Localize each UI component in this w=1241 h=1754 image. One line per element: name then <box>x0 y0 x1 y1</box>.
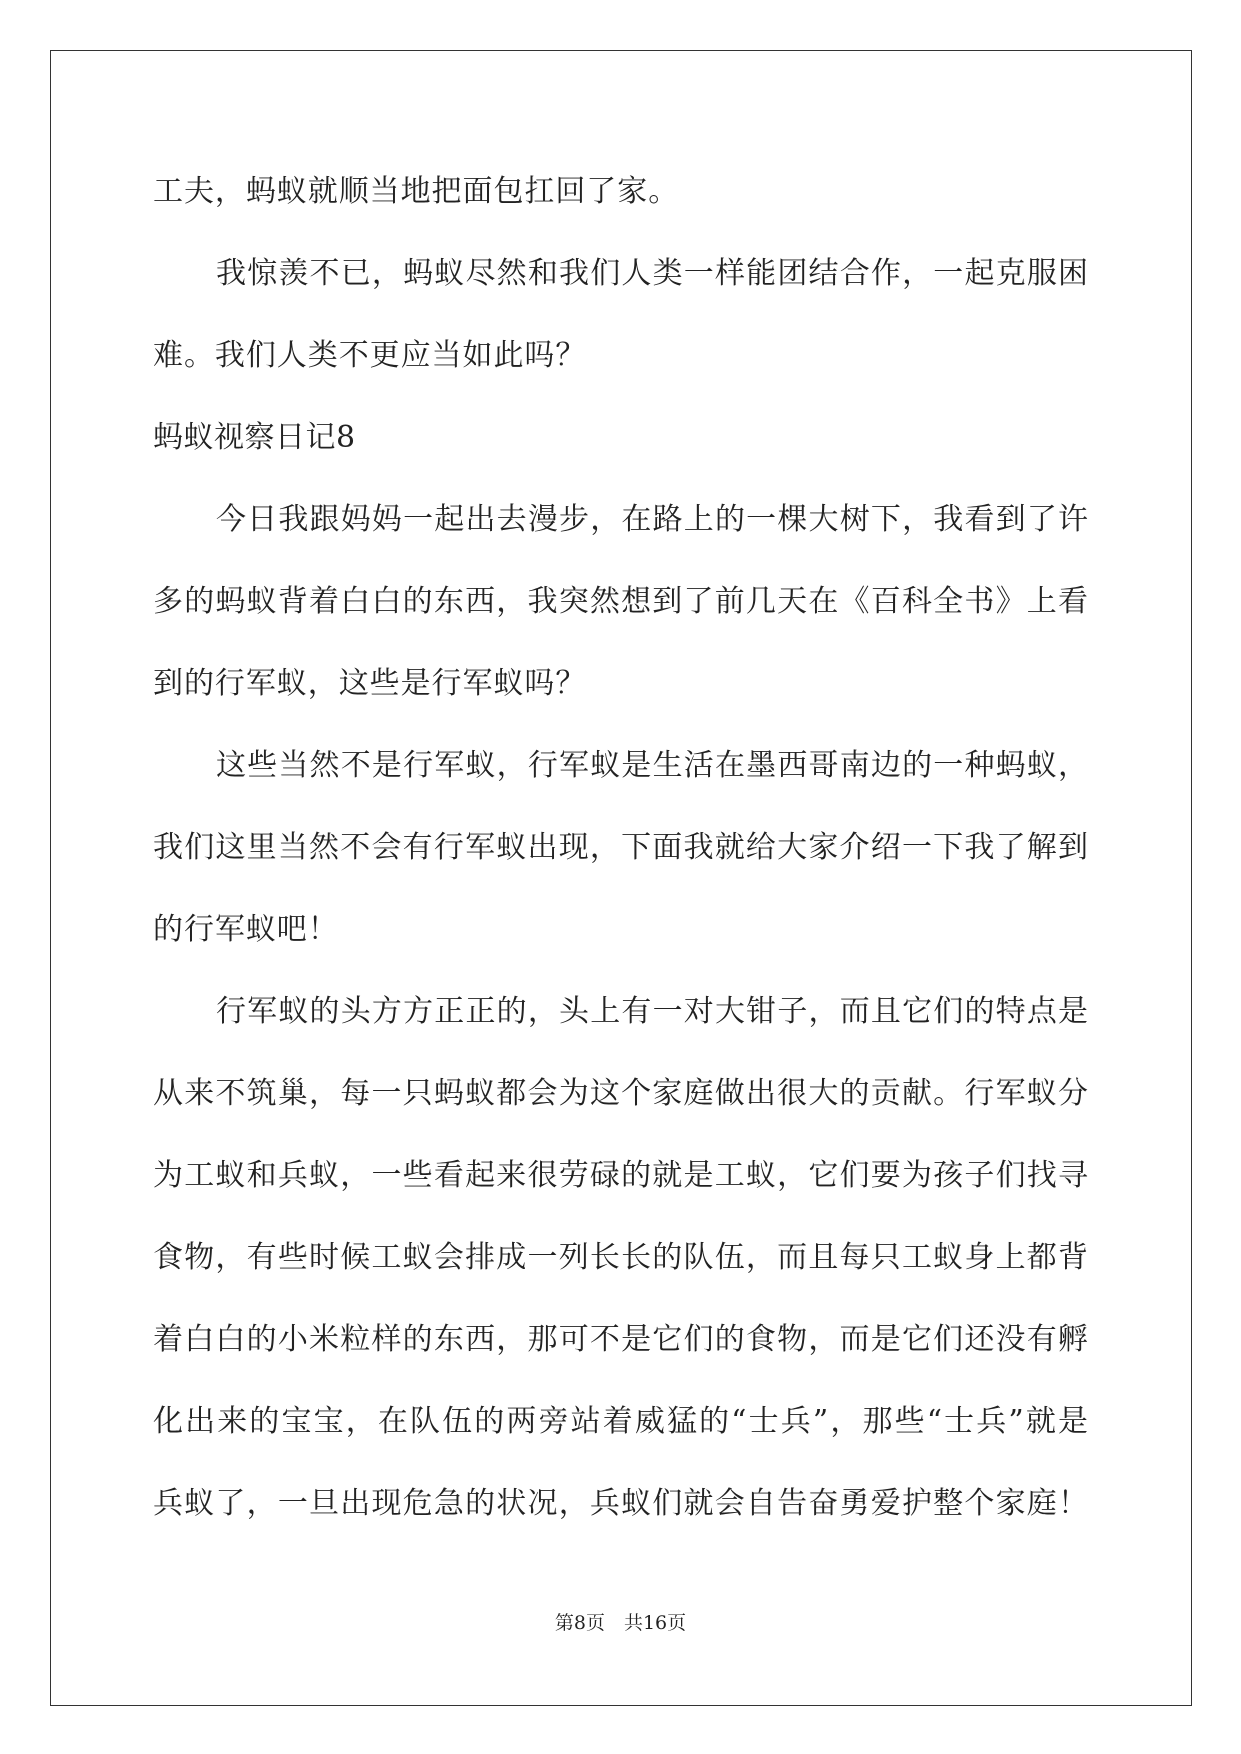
text-line: 难。我们人类不更应当如此吗？ <box>153 338 587 373</box>
page-border <box>50 50 1192 1706</box>
text-line: 为工蚁和兵蚁，一些看起来很劳碌的就是工蚁，它们要为孩子们找寻 <box>153 1158 1088 1193</box>
text-line: 着白白的小米粒样的东西，那可不是它们的食物，而是它们还没有孵 <box>153 1322 1088 1357</box>
text-line: 工夫，蚂蚁就顺当地把面包扛回了家。 <box>153 174 680 209</box>
section-heading: 蚂蚁视察日记8 <box>153 420 356 455</box>
text-line: 行军蚁的头方方正正的，头上有一对大钳子，而且它们的特点是 <box>216 994 1088 1029</box>
text-line: 多的蚂蚁背着白白的东西，我突然想到了前几天在《百科全书》上看 <box>153 584 1088 619</box>
page-number-footer: 第8页 共16页 <box>554 1612 687 1634</box>
text-line: 化出来的宝宝，在队伍的两旁站着威猛的“士兵”，那些“士兵”就是 <box>153 1404 1088 1439</box>
text-line: 我惊羡不已，蚂蚁尽然和我们人类一样能团结合作，一起克服困 <box>216 256 1088 291</box>
text-line: 的行军蚁吧！ <box>153 912 339 947</box>
text-line: 兵蚁了，一旦出现危急的状况，兵蚁们就会自告奋勇爱护整个家庭！ <box>153 1486 1088 1521</box>
text-line: 今日我跟妈妈一起出去漫步，在路上的一棵大树下，我看到了许 <box>216 502 1088 537</box>
text-line: 从来不筑巢，每一只蚂蚁都会为这个家庭做出很大的贡献。行军蚁分 <box>153 1076 1088 1111</box>
text-line: 这些当然不是行军蚁，行军蚁是生活在墨西哥南边的一种蚂蚁， <box>216 748 1088 783</box>
text-line: 我们这里当然不会有行军蚁出现，下面我就给大家介绍一下我了解到 <box>153 830 1088 865</box>
text-line: 到的行军蚁，这些是行军蚁吗？ <box>153 666 587 701</box>
text-line: 食物，有些时候工蚁会排成一列长长的队伍，而且每只工蚁身上都背 <box>153 1240 1088 1275</box>
